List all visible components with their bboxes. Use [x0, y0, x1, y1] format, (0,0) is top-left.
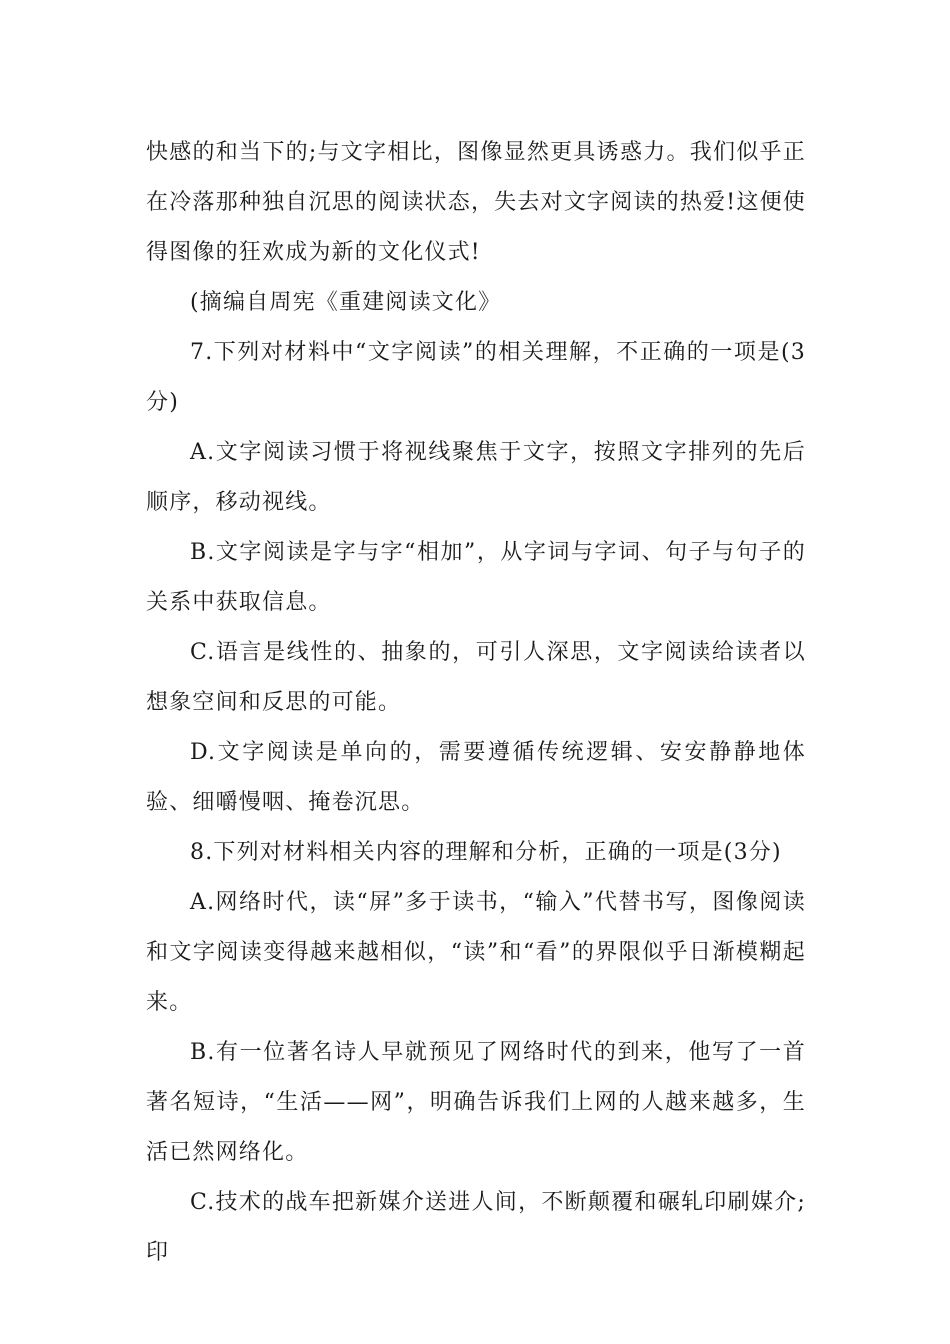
question-7-option-d: D.文字阅读是单向的，需要遵循传统逻辑、安安静静地体验、细嚼慢咽、掩卷沉思。 [146, 740, 806, 815]
question-8-option-a: A.网络时代，读“屏”多于读书，“输入”代替书写，图像阅读和文字阅读变得越来越相似，“读”和“看”的界限似乎日渐模糊起来。 [146, 890, 806, 1015]
question-7: 7.下列对材料中“文字阅读”的相关理解，不正确的一项是(3分) [146, 340, 806, 415]
source-citation: (摘编自周宪《重建阅读文化》 [190, 290, 502, 315]
question-7-option-c: C.语言是线性的、抽象的，可引人深思，文字阅读给读者以想象空间和反思的可能。 [146, 640, 806, 715]
question-8-option-b: B.有一位著名诗人早就预见了网络时代的到来，他写了一首著名短诗，“生活——网”，明确告诉我们上网的人越来越多，生活已然网络化。 [146, 1040, 806, 1165]
question-8: 8.下列对材料相关内容的理解和分析，正确的一项是(3分) [190, 840, 782, 865]
question-8-option-c: C.技术的战车把新媒介送进人间，不断颠覆和碾轧印刷媒介;印 [146, 1190, 806, 1265]
question-7-option-b: B.文字阅读是字与字“相加”，从字词与字词、句子与句子的关系中获取信息。 [146, 540, 806, 615]
paragraph-conclusion: 快感的和当下的;与文字相比，图像显然更具诱惑力。我们似乎正在冷落那种独自沉思的阅读状态，失去对文字阅读的热爱!这便使得图像的狂欢成为新的文化仪式! [146, 140, 806, 265]
document-page [146, 128, 806, 1278]
question-7-option-a: A.文字阅读习惯于将视线聚焦于文字，按照文字排列的先后顺序，移动视线。 [146, 440, 806, 515]
